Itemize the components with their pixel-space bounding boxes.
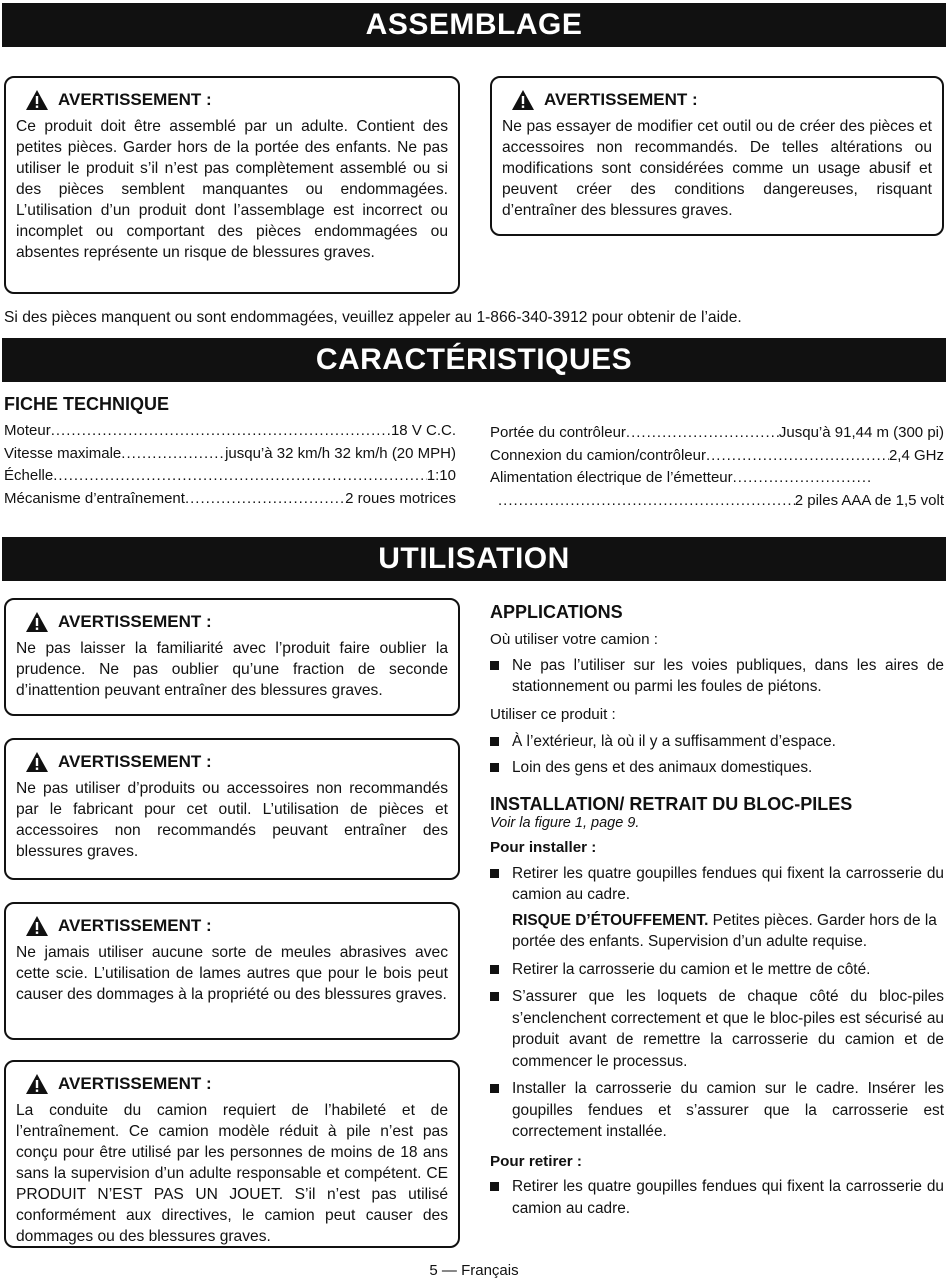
spec-row	[4, 420, 456, 443]
warning-header	[16, 752, 448, 772]
list-item: Retirer les quatre goupilles fendues qui fixent la carrosserie du camion au cadre.	[490, 1176, 944, 1219]
warning-triangle-icon	[26, 90, 48, 110]
list-item: S’assurer que les loquets de chaque côté du bloc-piles s’enclenchent correctement et que le bloc-piles est sécurisé au produit avant de remettre la carrosserie du camion et de commencer le processus.	[490, 986, 944, 1072]
list-item: Ne pas l’utiliser sur les voies publiques, dans les aires de stationnement ou parmi les foules de piétons.	[490, 655, 944, 698]
spec-label: Connexion du camion/contrôleur	[490, 446, 706, 464]
spec-label: Mécanisme d’entraînement	[4, 489, 185, 507]
section-header-caracteristiques: CARACTÉRISTIQUES	[2, 338, 946, 382]
spec-value: 2 piles AAA de 1,5 volt	[794, 491, 944, 509]
spec-label: Alimentation électrique de l’émetteur	[490, 469, 733, 486]
warning-header	[16, 916, 448, 936]
warning-triangle-icon	[26, 1074, 48, 1094]
fiche-technique-title: FICHE TECHNIQUE	[4, 394, 170, 414]
warning-triangle-icon	[26, 916, 48, 936]
specs-right	[490, 422, 944, 512]
warning-title: AVERTISSEMENT :	[58, 90, 212, 109]
list-item: Installer la carrosserie du camion sur le cadre. Insérer les goupilles fendues et s’assurer que la carrosserie est correctement installée.	[490, 1078, 944, 1143]
spec-label: Vitesse maximale	[4, 444, 122, 462]
spec-row	[490, 490, 944, 513]
install-title: INSTALLATION/ RETRAIT DU BLOC-PILES	[490, 794, 853, 814]
specs-left	[4, 420, 456, 510]
spec-value: 2 roues motrices	[345, 489, 456, 507]
install-label: Pour installer :	[490, 839, 597, 856]
spec-row	[4, 443, 456, 466]
spec-value: 1:10	[426, 467, 456, 484]
list-item: Loin des gens et des animaux domestiques.	[490, 757, 944, 779]
spec-label: Portée du contrôleur	[490, 424, 626, 441]
warning-text: Ce produit doit être assemblé par un adulte. Contient des petites pièces. Garder hors de la portée des enfants. Ne pas utiliser le produit s’il n’est pas complètement assemblé ou si des pièces semblent manquantes ou endommagées. L’utilisation d’un produit dont l’assemblage est incorrect ou incomplet ou comportant des pièces endommagées ou absentes représente un risque de blessures graves.	[16, 118, 448, 261]
use-label: Utiliser ce produit :	[490, 705, 616, 723]
warning-text: Ne pas essayer de modifier cet outil ou de créer des pièces et accessoires non recommandés. De telles altérations ou modifications sont considérées comme un usage abusif et peuvent créer des conditions dangereuses, risquant d’entraîner des blessures graves.	[502, 118, 932, 219]
warning-box-use-2	[4, 738, 460, 880]
spec-row	[4, 488, 456, 511]
spec-row	[490, 422, 944, 445]
choking-hazard-label: RISQUE D’ÉTOUFFEMENT.	[512, 911, 709, 929]
list-item: Retirer les quatre goupilles fendues qui fixent la carrosserie du camion au cadre.	[490, 863, 944, 906]
list-item: Retirer la carrosserie du camion et le mettre de côté.	[490, 959, 944, 981]
warning-header	[16, 1074, 448, 1094]
spec-value: 2,4 GHz	[888, 446, 944, 464]
spec-label: Échelle	[4, 467, 54, 484]
warning-text: Ne pas utiliser d’produits ou accessoires non recommandés par le fabricant pour cet outil. L’utilisation de pièces et accessoires non recommandés peuvant entraîner des blessures graves.	[16, 780, 448, 860]
warning-header	[16, 612, 448, 632]
spec-label: Moteur	[4, 422, 51, 439]
warning-text: Ne pas laisser la familiarité avec l’produit faire oublier la prudence. Ne pas oublier qu’une fraction de seconde d’inattention peuvant entraîner des blessures graves.	[16, 640, 448, 699]
warning-title: AVERTISSEMENT :	[58, 916, 212, 935]
warning-triangle-icon	[512, 90, 534, 110]
spec-value: Jusqu’à 91,44 m (300 pi)	[778, 424, 944, 441]
warning-header	[16, 90, 448, 110]
spec-row	[490, 467, 944, 490]
list-item: À l’extérieur, là où il y a suffisamment d’espace.	[490, 731, 944, 753]
section-header-assemblage: ASSEMBLAGE	[2, 3, 946, 47]
warning-title: AVERTISSEMENT :	[544, 90, 698, 109]
warning-box-assembly-2	[490, 76, 944, 236]
warning-title: AVERTISSEMENT :	[58, 612, 212, 631]
remove-label: Pour retirer :	[490, 1152, 582, 1170]
warning-triangle-icon	[26, 612, 48, 632]
warning-title: AVERTISSEMENT :	[58, 752, 212, 771]
warning-box-use-3	[4, 902, 460, 1040]
spec-row	[4, 465, 456, 488]
section-header-utilisation: UTILISATION	[2, 537, 946, 581]
warning-header	[502, 90, 932, 110]
spec-value: 18 V C.C.	[390, 422, 456, 439]
spec-row	[490, 445, 944, 468]
figure-reference: Voir la figure 1, page 9.	[490, 815, 640, 831]
spec-value: jusqu’à 32 km/h 32 km/h (20 MPH)	[225, 444, 456, 462]
warning-box-use-1	[4, 598, 460, 716]
warning-text: La conduite du camion requiert de l’habileté et de l’entraînement. Ce camion modèle réduit à pile n’est pas conçu pour être utilisé par les personnes de moins de 18 ans sans la supervision d’un adulte responsable et compétent. CE PRODUIT N’EST PAS UN JOUET. S’il n’est pas utilisé conformément aux directives, le camion peut causer des dommages ou des blessures graves.	[16, 1102, 448, 1245]
where-label: Où utiliser votre camion :	[490, 631, 658, 648]
choking-hazard-text: Petites pièces. Garder hors de la portée des enfants. Supervision d’un adulte requise.	[512, 911, 937, 950]
missing-parts-note: Si des pièces manquent ou sont endommagées, veuillez appeler au 1-866-340-3912 pour obtenir de l’aide.	[4, 309, 742, 326]
choking-hazard-note	[490, 910, 944, 953]
warning-box-use-4	[4, 1060, 460, 1248]
warning-triangle-icon	[26, 752, 48, 772]
right-column	[490, 602, 944, 1219]
warning-box-assembly-1	[4, 76, 460, 294]
warning-text: Ne jamais utiliser aucune sorte de meules abrasives avec cette scie. L’utilisation de lames autres que pour le bois peut causer des dommages à la propriété ou des blessures graves.	[16, 944, 448, 1003]
applications-title: APPLICATIONS	[490, 602, 623, 622]
warning-title: AVERTISSEMENT :	[58, 1074, 212, 1093]
page-footer: 5 — Français	[429, 1262, 519, 1279]
